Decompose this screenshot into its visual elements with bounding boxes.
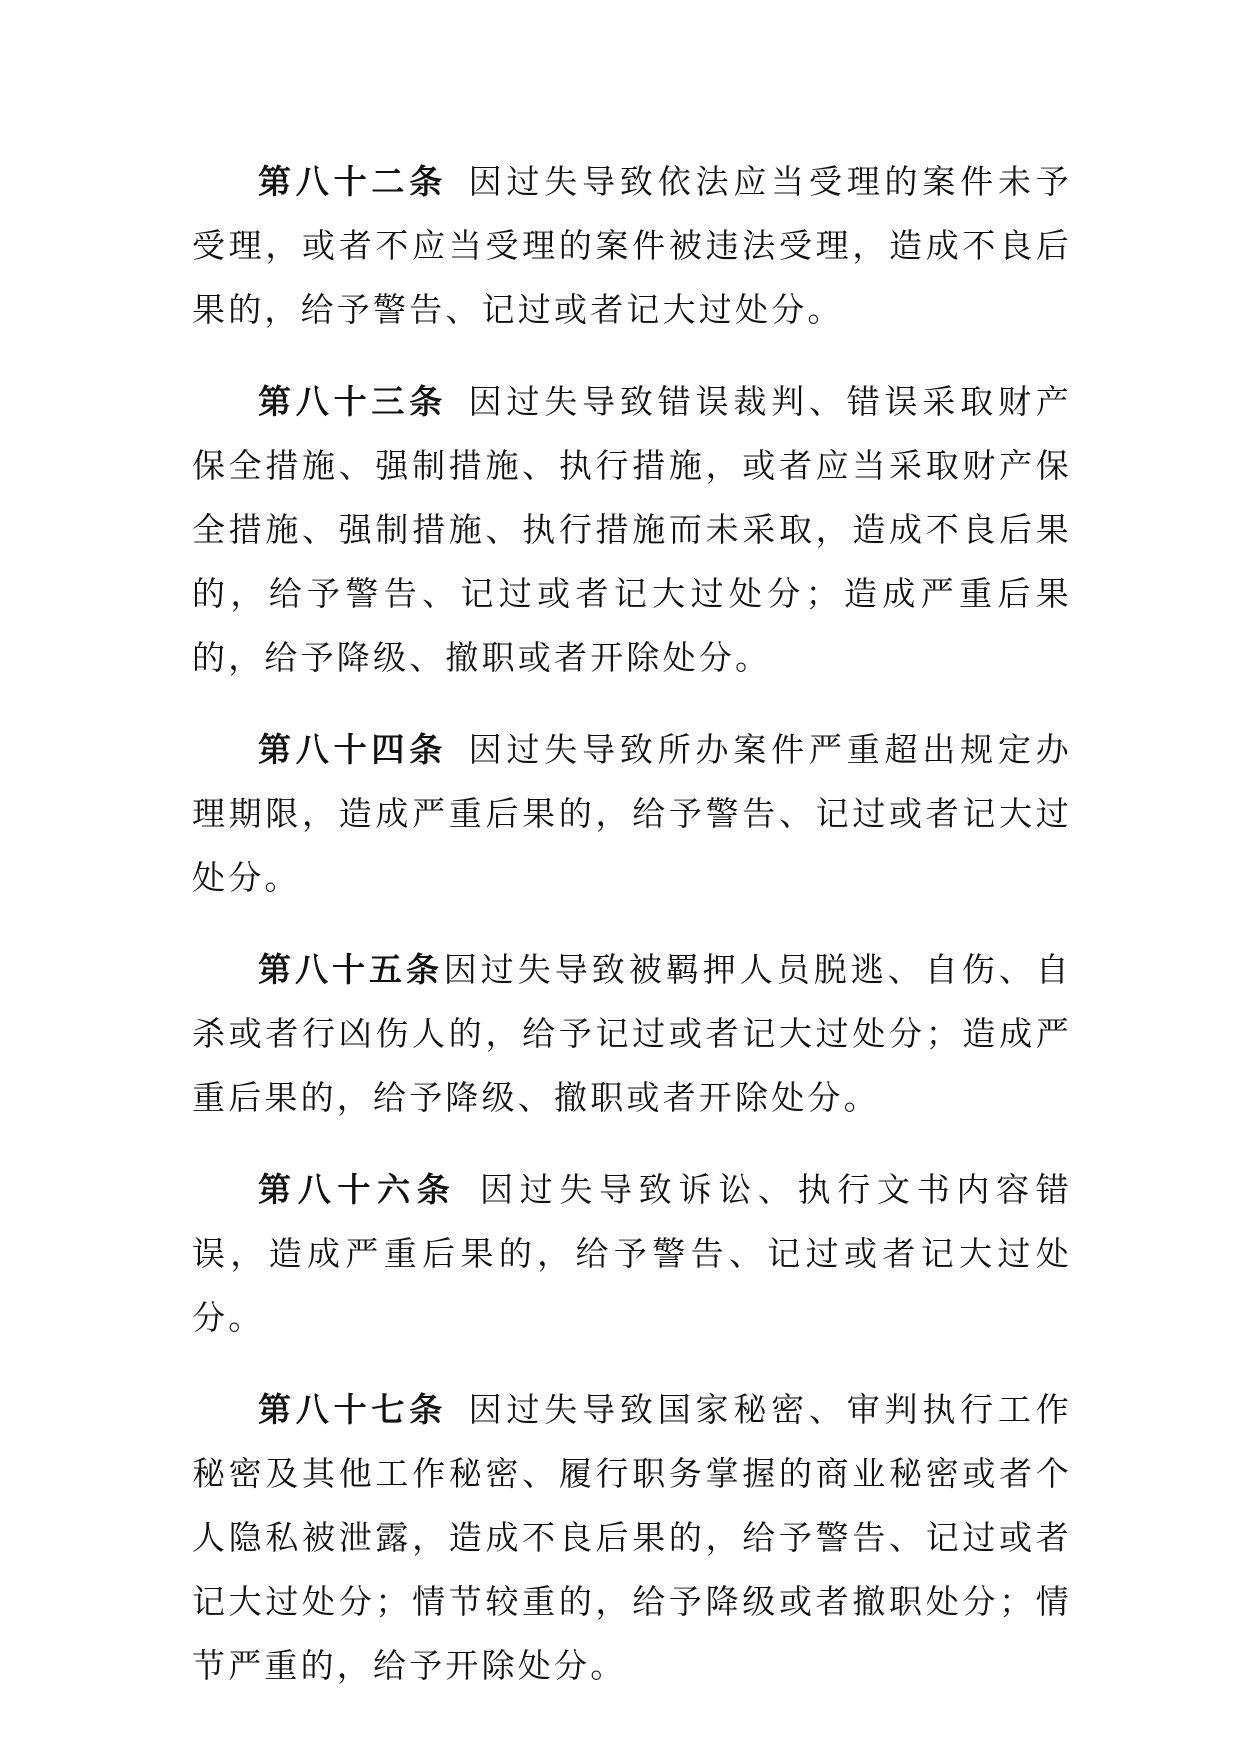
article-number: 第八十五条 [258,950,443,989]
article-list [192,150,1072,1726]
article-text: 因过失导致国家秘密、审判执行工作秘密及其他工作秘密、履行职务掌握的商业秘密或者个人隐私被泄露，造成不良后果的，给予警告、记过或者记大过处分；情节较重的，给予降级或者撤职处分；情节严重的，给予开除处分。 [192,1390,1072,1685]
article-number: 第八十七条 [258,1390,448,1429]
article-number: 第八十二条 [258,162,448,201]
article-number: 第八十四条 [258,730,448,769]
article-87 [192,1378,1072,1698]
article-text: 因过失导致依法应当受理的案件未予受理，或者不应当受理的案件被违法受理，造成不良后果的，给予警告、记过或者记大过处分。 [192,162,1072,329]
article-84 [192,718,1072,910]
article-number: 第八十三条 [258,382,448,421]
article-82 [192,150,1072,342]
article-85 [192,938,1072,1130]
article-text: 因过失导致所办案件严重超出规定办理期限，造成严重后果的，给予警告、记过或者记大过处分。 [192,730,1072,897]
article-number: 第八十六条 [258,1170,457,1209]
article-text: 因过失导致诉讼、执行文书内容错误，造成严重后果的，给予警告、记过或者记大过处分。 [192,1170,1072,1337]
article-83 [192,370,1072,690]
article-text: 因过失导致被羁押人员脱逃、自伤、自杀或者行凶伤人的，给予记过或者记大过处分；造成严重后果的，给予降级、撤职或者开除处分。 [192,950,1072,1117]
article-text: 因过失导致错误裁判、错误采取财产保全措施、强制措施、执行措施，或者应当采取财产保全措施、强制措施、执行措施而未采取，造成不良后果的，给予警告、记过或者记大过处分；造成严重后果的，给予降级、撤职或者开除处分。 [192,382,1072,677]
article-86 [192,1158,1072,1350]
